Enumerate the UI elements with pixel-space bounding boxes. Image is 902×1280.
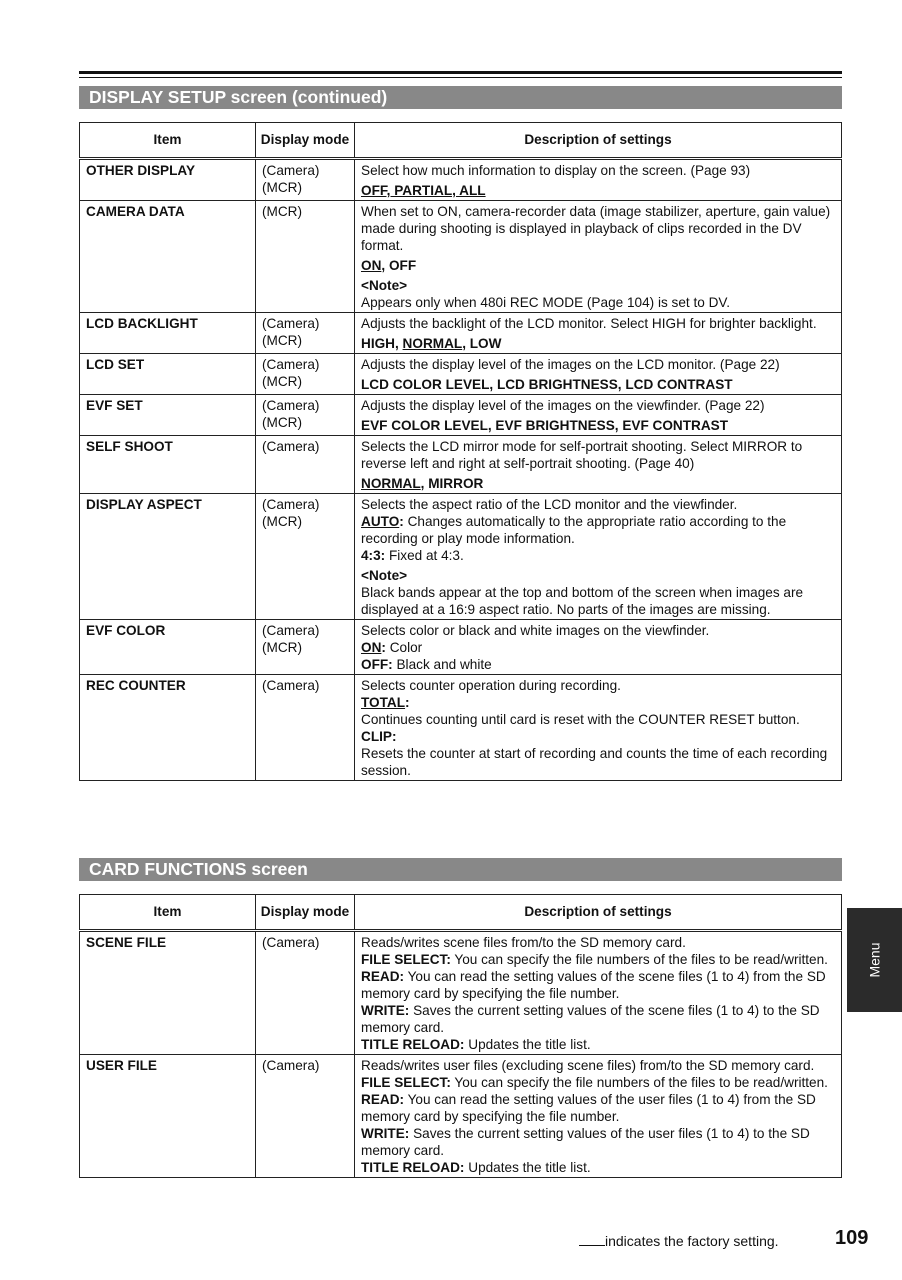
description-line: [361, 257, 835, 274]
display-mode: (Camera): [256, 931, 355, 1055]
text-run: , MIRROR: [420, 476, 484, 491]
text-run: You can specify the file numbers of the files to be read/written.: [450, 1075, 828, 1090]
description-line: CLIP:: [361, 729, 397, 744]
display-mode: (Camera): [256, 436, 355, 494]
header-description: Description of settings: [355, 895, 842, 931]
description-line: Black bands appear at the top and bottom of the screen when images are displayed at a 16:9 aspect ratio. No parts of the images are missing.: [361, 585, 804, 617]
description-line: [361, 1125, 835, 1159]
table-row: [80, 159, 842, 201]
description-line: Reads/writes user files (excluding scene files) from/to the SD memory card.: [361, 1058, 815, 1073]
text-run: 4:3:: [361, 548, 386, 563]
text-run: , OFF: [381, 258, 417, 273]
display-mode: (Camera) (MCR): [256, 354, 355, 395]
description-line: [361, 1091, 835, 1125]
table-row: [80, 313, 842, 354]
description-line: Selects the aspect ratio of the LCD monitor and the viewfinder.: [361, 497, 738, 512]
description-line: OFF, PARTIAL, ALL: [361, 183, 486, 198]
item-name: DISPLAY ASPECT: [80, 494, 256, 620]
description-line: [361, 475, 835, 492]
text-run: Changes automatically to the appropriate ratio according to the recording or play mode information.: [361, 514, 787, 546]
table-row: [80, 494, 842, 620]
description: [355, 395, 842, 436]
display-setup-table: [79, 122, 842, 781]
underline-sample: [579, 1232, 605, 1246]
item-name: CAMERA DATA: [80, 201, 256, 313]
top-rule: [79, 71, 842, 74]
description-line: <Note>: [361, 278, 408, 293]
description-line: Adjusts the display level of the images on the viewfinder. (Page 22): [361, 398, 765, 413]
text-run: AUTO: [361, 514, 400, 529]
text-run: TITLE RELOAD:: [361, 1037, 465, 1052]
description-line: EVF COLOR LEVEL, EVF BRIGHTNESS, EVF CONTRAST: [361, 418, 729, 433]
header-item: Item: [80, 123, 256, 159]
description-line: Adjusts the display level of the images on the LCD monitor. (Page 22): [361, 357, 780, 372]
description-line: Selects the LCD mirror mode for self-portrait shooting. Select MIRROR to reverse left and right at self-portrait shooting. (Page 40): [361, 439, 803, 471]
side-tab-label: Menu: [866, 942, 882, 978]
description-line: [361, 1159, 835, 1176]
page-number: 109: [835, 1227, 869, 1249]
item-name: EVF SET: [80, 395, 256, 436]
description-line: [361, 694, 835, 711]
text-run: Saves the current setting values of the user files (1 to 4) to the SD memory card.: [361, 1126, 810, 1158]
description: [355, 620, 842, 675]
description-line: When set to ON, camera-recorder data (image stabilizer, aperture, gain value) made during shooting is displayed in playback of clips recorded in the DV format.: [361, 204, 831, 253]
text-run: You can read the setting values of the user files (1 to 4) from the SD memory card by specifying the file number.: [361, 1092, 816, 1124]
factory-setting-footnote: [579, 1232, 779, 1250]
header-item: Item: [80, 895, 256, 931]
display-mode: (Camera): [256, 1055, 355, 1178]
item-name: USER FILE: [80, 1055, 256, 1178]
item-name: REC COUNTER: [80, 675, 256, 781]
description: [355, 354, 842, 395]
description-line: Select how much information to display on the screen. (Page 93): [361, 163, 751, 178]
footnote-text: indicates the factory setting.: [605, 1233, 779, 1249]
text-run: NORMAL: [402, 336, 463, 351]
card-functions-table: [79, 894, 842, 1178]
table-row: [80, 931, 842, 1055]
text-run: :: [405, 695, 410, 710]
text-run: TOTAL: [361, 695, 406, 710]
text-run: Black and white: [392, 657, 492, 672]
item-name: OTHER DISPLAY: [80, 159, 256, 201]
text-run: FILE SELECT:: [361, 1075, 451, 1090]
description-line: Appears only when 480i REC MODE (Page 104) is set to DV.: [361, 295, 730, 310]
description-line: LCD COLOR LEVEL, LCD BRIGHTNESS, LCD CONTRAST: [361, 377, 733, 392]
display-mode: (Camera) (MCR): [256, 313, 355, 354]
description-line: [361, 1036, 835, 1053]
description-line: Selects color or black and white images on the viewfinder.: [361, 623, 710, 638]
description-line: <Note>: [361, 568, 408, 583]
text-run: :: [399, 514, 404, 529]
text-run: You can read the setting values of the scene files (1 to 4) from the SD memory card by specifying the file number.: [361, 969, 826, 1001]
description-line: [361, 513, 835, 547]
table-row: [80, 675, 842, 781]
display-mode: (MCR): [256, 201, 355, 313]
description: [355, 1055, 842, 1178]
item-name: SELF SHOOT: [80, 436, 256, 494]
item-name: EVF COLOR: [80, 620, 256, 675]
text-run: You can specify the file numbers of the files to be read/written.: [450, 952, 828, 967]
text-run: READ:: [361, 969, 405, 984]
text-run: READ:: [361, 1092, 405, 1107]
description-line: [361, 547, 835, 564]
text-run: , LOW: [462, 336, 502, 351]
display-mode: (Camera) (MCR): [256, 494, 355, 620]
section-title-display-setup: DISPLAY SETUP screen (continued): [79, 86, 842, 109]
table-row: [80, 201, 842, 313]
text-run: WRITE:: [361, 1126, 410, 1141]
description-line: [361, 951, 835, 968]
section-title-card-functions: CARD FUNCTIONS screen: [79, 858, 842, 881]
text-run: WRITE:: [361, 1003, 410, 1018]
display-mode: (Camera) (MCR): [256, 395, 355, 436]
header-display-mode: Display mode: [256, 895, 355, 931]
header-description: Description of settings: [355, 123, 842, 159]
description-line: Selects counter operation during recording.: [361, 678, 621, 693]
header-display-mode: Display mode: [256, 123, 355, 159]
table-row: [80, 436, 842, 494]
description: [355, 313, 842, 354]
display-mode: (Camera): [256, 675, 355, 781]
text-run: HIGH,: [361, 336, 403, 351]
description-line: Adjusts the backlight of the LCD monitor. Select HIGH for brighter backlight.: [361, 316, 817, 331]
text-run: Updates the title list.: [464, 1160, 591, 1175]
table-row: [80, 1055, 842, 1178]
text-run: :: [381, 640, 386, 655]
description-line: [361, 656, 835, 673]
description: [355, 931, 842, 1055]
text-run: TITLE RELOAD:: [361, 1160, 465, 1175]
text-run: Fixed at 4:3.: [385, 548, 464, 563]
text-run: ON: [361, 640, 382, 655]
description: [355, 436, 842, 494]
table-row: [80, 395, 842, 436]
description: [355, 494, 842, 620]
description-line: [361, 1002, 835, 1036]
display-mode: (Camera) (MCR): [256, 620, 355, 675]
item-name: LCD BACKLIGHT: [80, 313, 256, 354]
text-run: OFF:: [361, 657, 393, 672]
table-row: [80, 620, 842, 675]
top-rule-thin: [79, 77, 842, 78]
description-line: Resets the counter at start of recording and counts the time of each recording session.: [361, 746, 828, 778]
display-mode: (Camera) (MCR): [256, 159, 355, 201]
description-line: Continues counting until card is reset with the COUNTER RESET button.: [361, 712, 800, 727]
side-tab-menu: [847, 908, 902, 1012]
description-line: [361, 639, 835, 656]
text-run: Updates the title list.: [464, 1037, 591, 1052]
description-line: [361, 335, 835, 352]
description-line: [361, 968, 835, 1002]
description-line: Reads/writes scene files from/to the SD memory card.: [361, 935, 686, 950]
item-name: LCD SET: [80, 354, 256, 395]
description-line: [361, 1074, 835, 1091]
table-row: [80, 354, 842, 395]
text-run: Saves the current setting values of the scene files (1 to 4) to the SD memory card.: [361, 1003, 820, 1035]
text-run: ON: [361, 258, 382, 273]
item-name: SCENE FILE: [80, 931, 256, 1055]
text-run: Color: [385, 640, 423, 655]
description: [355, 675, 842, 781]
description: [355, 201, 842, 313]
text-run: NORMAL: [361, 476, 421, 491]
text-run: FILE SELECT:: [361, 952, 451, 967]
description: [355, 159, 842, 201]
